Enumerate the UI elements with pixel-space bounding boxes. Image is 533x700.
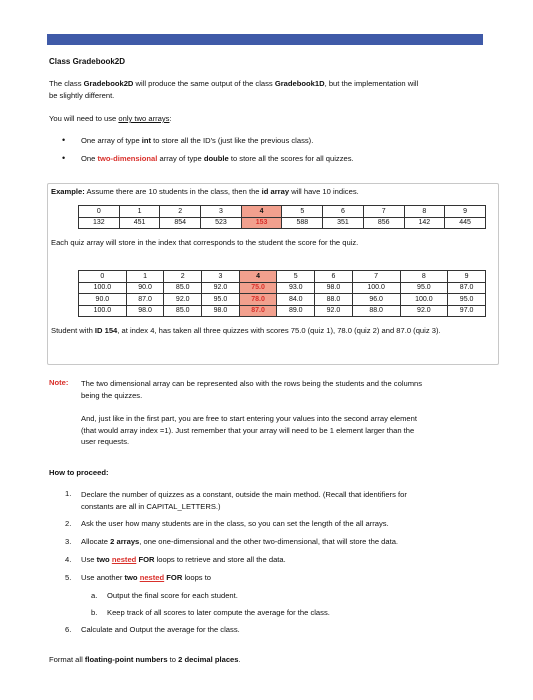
score-cell: 92.0 <box>400 305 448 317</box>
score-array-table <box>78 270 486 317</box>
score-cell: 84.0 <box>277 294 315 306</box>
score-cell: 100.0 <box>79 305 127 317</box>
score-cell: 100.0 <box>79 282 127 294</box>
score-row <box>79 282 486 294</box>
footer-line: Format all floating-point numbers to 2 decimal places. <box>49 655 241 664</box>
id-array-table <box>78 205 486 229</box>
score-cell: 95.0 <box>202 294 240 306</box>
student-line: Student with ID 154, at index 4, has taken all three quizzes with scores 75.0 (quiz 1), 78.0 (quiz 2) and 87.0 (quiz 3). <box>51 326 441 335</box>
bullet-dot-icon: • <box>62 135 66 145</box>
id-value-cell: 142 <box>404 217 445 229</box>
id-value-row <box>79 217 486 229</box>
id-index-cell: 6 <box>323 206 364 218</box>
score-index-cell: 4 <box>239 271 277 283</box>
score-index-cell: 7 <box>352 271 400 283</box>
score-cell: 100.0 <box>400 294 448 306</box>
id-index-cell: 8 <box>404 206 445 218</box>
id-value-cell: 854 <box>160 217 201 229</box>
id-value-cell: 445 <box>445 217 486 229</box>
score-cell: 87.0 <box>448 282 486 294</box>
score-cell: 96.0 <box>352 294 400 306</box>
score-cell: 98.0 <box>126 305 164 317</box>
note-label: Note: <box>49 378 69 387</box>
bullet-dot-icon: • <box>62 153 66 163</box>
id-index-cell: 1 <box>119 206 160 218</box>
score-index-cell: 1 <box>126 271 164 283</box>
score-cell: 98.0 <box>315 282 353 294</box>
score-row <box>79 294 486 306</box>
id-value-cell: 153 <box>241 217 282 229</box>
score-cell: 85.0 <box>164 282 202 294</box>
score-cell: 87.0 <box>239 305 277 317</box>
score-index-cell: 9 <box>448 271 486 283</box>
score-cell: 90.0 <box>79 294 127 306</box>
id-value-cell: 451 <box>119 217 160 229</box>
score-cell: 78.0 <box>239 294 277 306</box>
id-index-cell: 7 <box>363 206 404 218</box>
id-value-cell: 351 <box>323 217 364 229</box>
page-title: Class Gradebook2D <box>49 57 126 66</box>
score-cell: 88.0 <box>352 305 400 317</box>
score-cell: 95.0 <box>400 282 448 294</box>
score-cell: 98.0 <box>202 305 240 317</box>
score-cell: 93.0 <box>277 282 315 294</box>
score-index-cell: 2 <box>164 271 202 283</box>
score-cell: 85.0 <box>164 305 202 317</box>
id-index-cell: 9 <box>445 206 486 218</box>
id-index-cell: 0 <box>79 206 120 218</box>
id-value-cell: 856 <box>363 217 404 229</box>
score-cell: 97.0 <box>448 305 486 317</box>
score-index-cell: 5 <box>277 271 315 283</box>
score-index-cell: 3 <box>202 271 240 283</box>
id-value-cell: 132 <box>79 217 120 229</box>
quiz-line: Each quiz array will store in the index that corresponds to the student the score for the quiz. <box>51 238 359 247</box>
score-row <box>79 305 486 317</box>
score-index-cell: 0 <box>79 271 127 283</box>
example-line: Example: Assume there are 10 students in the class, then the id array will have 10 indices. <box>51 187 359 196</box>
arrays-line: You will need to use only two arrays: <box>49 114 172 123</box>
score-cell: 89.0 <box>277 305 315 317</box>
id-index-cell: 2 <box>160 206 201 218</box>
how-heading: How to proceed: <box>49 468 109 477</box>
score-cell: 95.0 <box>448 294 486 306</box>
score-index-cell: 8 <box>400 271 448 283</box>
header-bar <box>47 34 483 45</box>
score-cell: 87.0 <box>126 294 164 306</box>
score-cell: 90.0 <box>126 282 164 294</box>
id-index-cell: 5 <box>282 206 323 218</box>
score-cell: 92.0 <box>202 282 240 294</box>
id-value-cell: 588 <box>282 217 323 229</box>
example-box <box>47 183 499 365</box>
id-value-cell: 523 <box>201 217 242 229</box>
score-cell: 75.0 <box>239 282 277 294</box>
score-index-row <box>79 271 486 283</box>
score-index-cell: 6 <box>315 271 353 283</box>
intro-paragraph: The class Gradebook2D will produce the same output of the class Gradebook1D, but the implementation will be slightly different. <box>49 79 419 100</box>
score-cell: 92.0 <box>315 305 353 317</box>
score-cell: 92.0 <box>164 294 202 306</box>
id-index-row <box>79 206 486 218</box>
score-cell: 88.0 <box>315 294 353 306</box>
id-index-cell: 3 <box>201 206 242 218</box>
id-index-cell: 4 <box>241 206 282 218</box>
score-cell: 100.0 <box>352 282 400 294</box>
